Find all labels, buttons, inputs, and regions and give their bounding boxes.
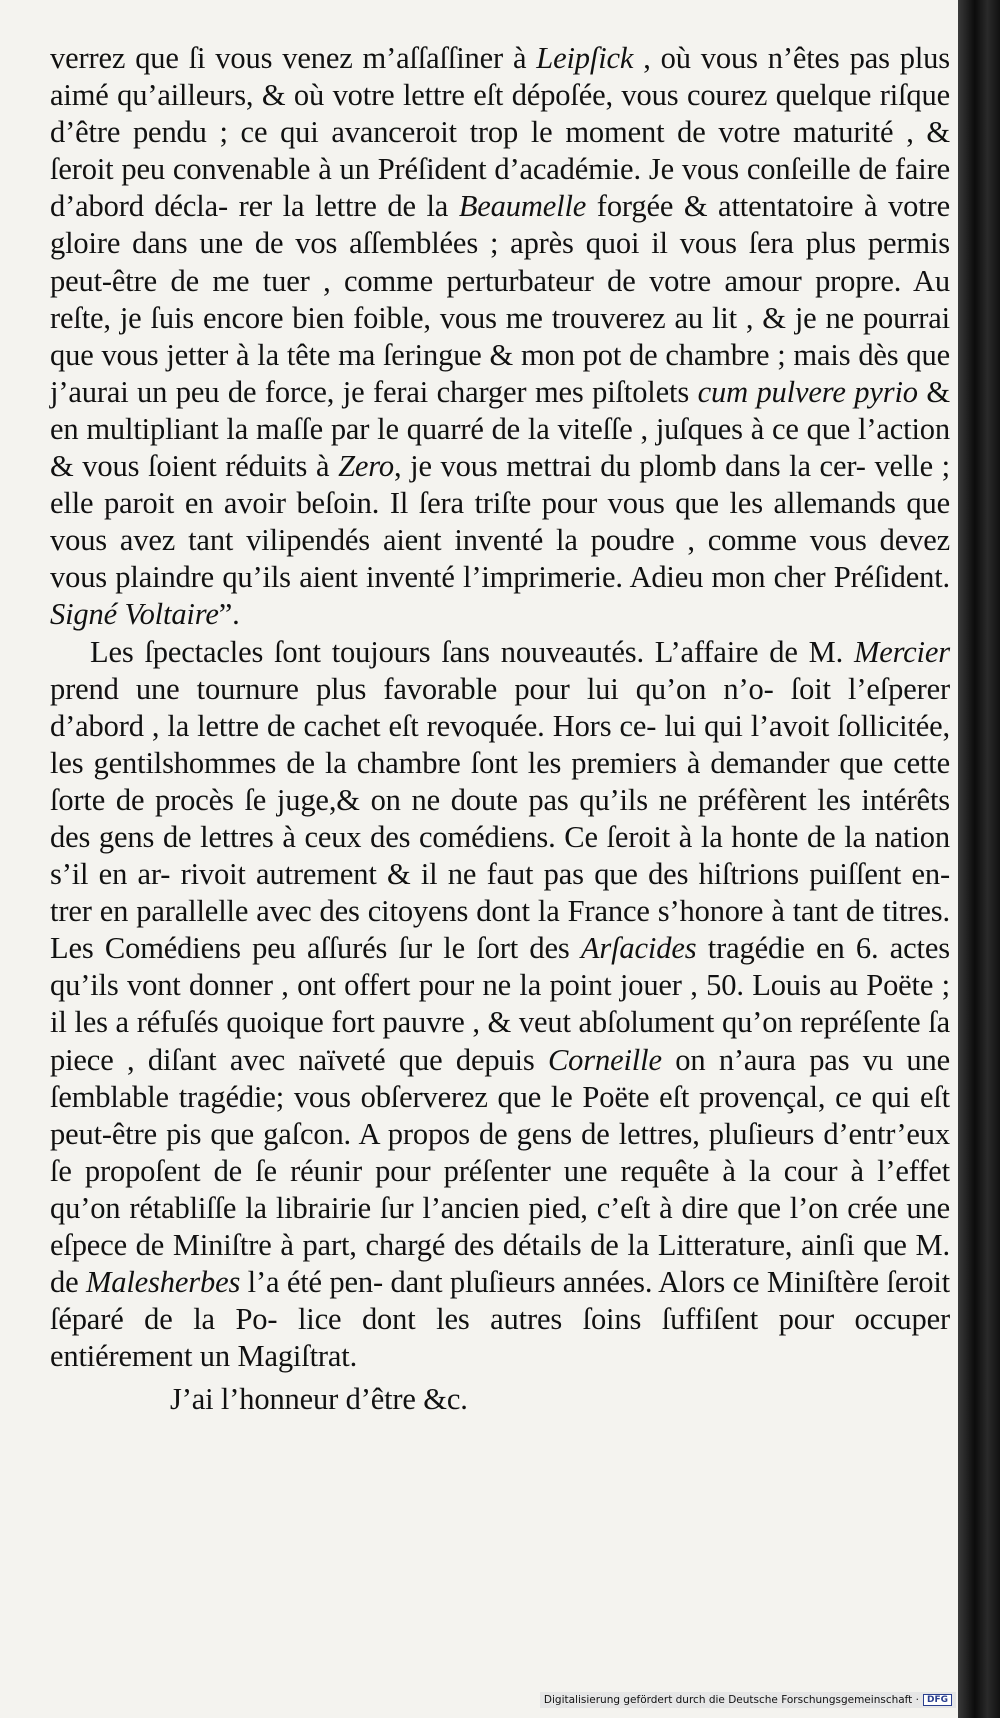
- italic-text: cum pulvere pyrio: [697, 374, 918, 409]
- text-run: avec naïveté que depuis: [229, 1042, 548, 1077]
- italic-text: Malesherbes: [85, 1265, 241, 1300]
- text-run: & en multipliant: [50, 374, 950, 446]
- text-run: détails de la Litterature, ainſi que M. de: [50, 1228, 950, 1300]
- text-run: forgée & attentatoire à votre gloire: [50, 189, 950, 261]
- digitization-footer: [540, 1692, 956, 1708]
- book-edge: [958, 0, 1000, 1718]
- italic-text: Arſacides: [580, 931, 697, 966]
- text-run: mon pot de chambre ; mais dès que j’aurai un peu de force,: [50, 337, 950, 409]
- text-run: rer la lettre de la: [238, 189, 459, 224]
- text-run: rivoit autrement & il ne faut pas que des hiſtrions puiſſent en-: [180, 857, 950, 892]
- text-run: peut-être pis que gaſcon. A propos de gens de lettres, pluſieurs: [50, 1116, 815, 1151]
- italic-text: Leipſick: [536, 41, 634, 75]
- page-text: [50, 40, 950, 1418]
- text-run: au lit , & je ne pourrai que vous jetter à la tête ma ſeringue &: [50, 300, 950, 372]
- dfg-logo-icon: DFG: [923, 1694, 952, 1706]
- text-run: l’a été pen-: [240, 1265, 384, 1300]
- text-run: , où vous n’êtes: [633, 41, 840, 75]
- text-run: l’imprimerie. Adieu mon cher Préſident.: [463, 560, 951, 595]
- text-run: ceux des comédiens. Ce ſeroit à la honte de la nation s’il en ar-: [50, 819, 950, 892]
- text-run: Préſident d’académie. Je vous conſeille de faire d’abord décla-: [50, 152, 950, 224]
- text-run: tragédie en 6. actes qu’ils vont donner , ont offert pour ne la: [50, 931, 950, 1003]
- italic-text: Mercier: [853, 634, 950, 669]
- text-run: dant pluſieurs années. Alors ce Miniſtère ſeroit ſéparé de la Po-: [50, 1265, 950, 1337]
- text-run: pauvre , & veut abſolument qu’on repréſente ſa piece , diſant: [50, 1005, 950, 1077]
- italic-text: Signé Voltaire: [50, 597, 219, 632]
- text-run: peut-être de me tuer , comme perturbateur de votre amour: [50, 263, 802, 298]
- text-run: Magiſtrat.: [237, 1339, 358, 1374]
- text-run: velle ; elle paroit en avoir beſoin. Il ſera triſte pour vous que: [50, 449, 951, 521]
- italic-text: Corneille: [547, 1042, 662, 1077]
- text-run: ”.: [218, 597, 240, 632]
- text-run: trer en parallelle avec des citoyens dont la France s’honore à: [50, 894, 785, 929]
- text-run: d’entr’eux ſe propoſent de ſe réunir pour préſenter une requête: [50, 1116, 950, 1188]
- paragraph-1: [50, 40, 950, 634]
- text-run: tragédie; vous obſerverez que le Poëte eſt provençal, ce qui eſt: [178, 1079, 951, 1114]
- text-run: je ferai charger mes piſtolets: [342, 374, 698, 409]
- text-run: lui qui l’avoit ſollicitée, les gentilshommes de la chambre ſont: [50, 708, 950, 780]
- text-run: point jouer , 50. Louis au Poëte ; il les a réfuſés quoique fort: [50, 968, 951, 1040]
- text-run: les premiers à demander que cette ſorte de procès ſe juge,& on: [50, 745, 950, 817]
- text-run: lice dont les autres ſoins ſuffiſent pour occuper entiérement un: [50, 1302, 950, 1374]
- text-run: pas plus aimé qu’ailleurs, & où votre lettre eſt dépoſée, vous: [50, 41, 950, 113]
- text-run: Les ſpectacles ſont toujours ſans nouveautés. L’affaire de M.: [90, 634, 844, 669]
- text-run: , je vous mettrai du plomb dans la cer-: [393, 449, 866, 484]
- paragraph-2: [50, 634, 950, 1376]
- italic-text: Beaumelle: [458, 189, 587, 224]
- text-run: moment de votre maturité , & ſeroit peu convenable à un: [50, 115, 950, 187]
- italic-text: Zero: [338, 449, 394, 484]
- text-run: à la cour à l’effet qu’on rétabliſſe la librairie ſur l’ancien pied,: [50, 1153, 950, 1225]
- text-run: ne doute pas qu’ils ne préfèrent les intérêts des gens de lettres à: [50, 782, 950, 854]
- text-run: vous ſoient réduits à: [82, 449, 339, 484]
- text-run: on n’aura pas vu une ſemblable: [50, 1042, 950, 1114]
- text-run: tant de titres. Les Comédiens peu aſſurés ſur le ſort des: [50, 894, 950, 966]
- footer-text: Digitalisierung gefördert durch die Deutsche Forschungsgemeinschaft ·: [543, 1694, 919, 1706]
- text-run: la maſſe par le quarré de la viteſſe , juſques à ce que l’action &: [50, 411, 950, 484]
- text-run: courez quelque riſque d’être pendu ; ce qui avanceroit trop le: [50, 78, 950, 150]
- text-run: verrez que ſi vous venez m’aſſaſſiner à: [50, 41, 537, 75]
- closing-line: J’ai l’honneur d’être &c.: [170, 1382, 468, 1417]
- text-run: prend une tournure plus favorable pour lui qu’on n’o-: [50, 671, 774, 706]
- text-run: ſoit l’eſperer d’abord , la lettre de cachet eſt revoquée. Hors ce-: [50, 671, 950, 743]
- text-run: poudre , comme vous devez vous plaindre qu’ils aient inventé: [50, 523, 950, 595]
- text-run: c’eſt à dire que l’on crée une eſpece de Miniſtre à part, chargé des: [50, 1190, 951, 1262]
- text-run: propre. Au reſte, je ſuis encore bien foible, vous me trouverez: [50, 263, 950, 335]
- text-run: dans une de vos aſſemblées ; après quoi il vous ſera plus permis: [132, 226, 950, 261]
- text-run: les allemands que vous avez tant vilipendés aient inventé la: [50, 486, 950, 558]
